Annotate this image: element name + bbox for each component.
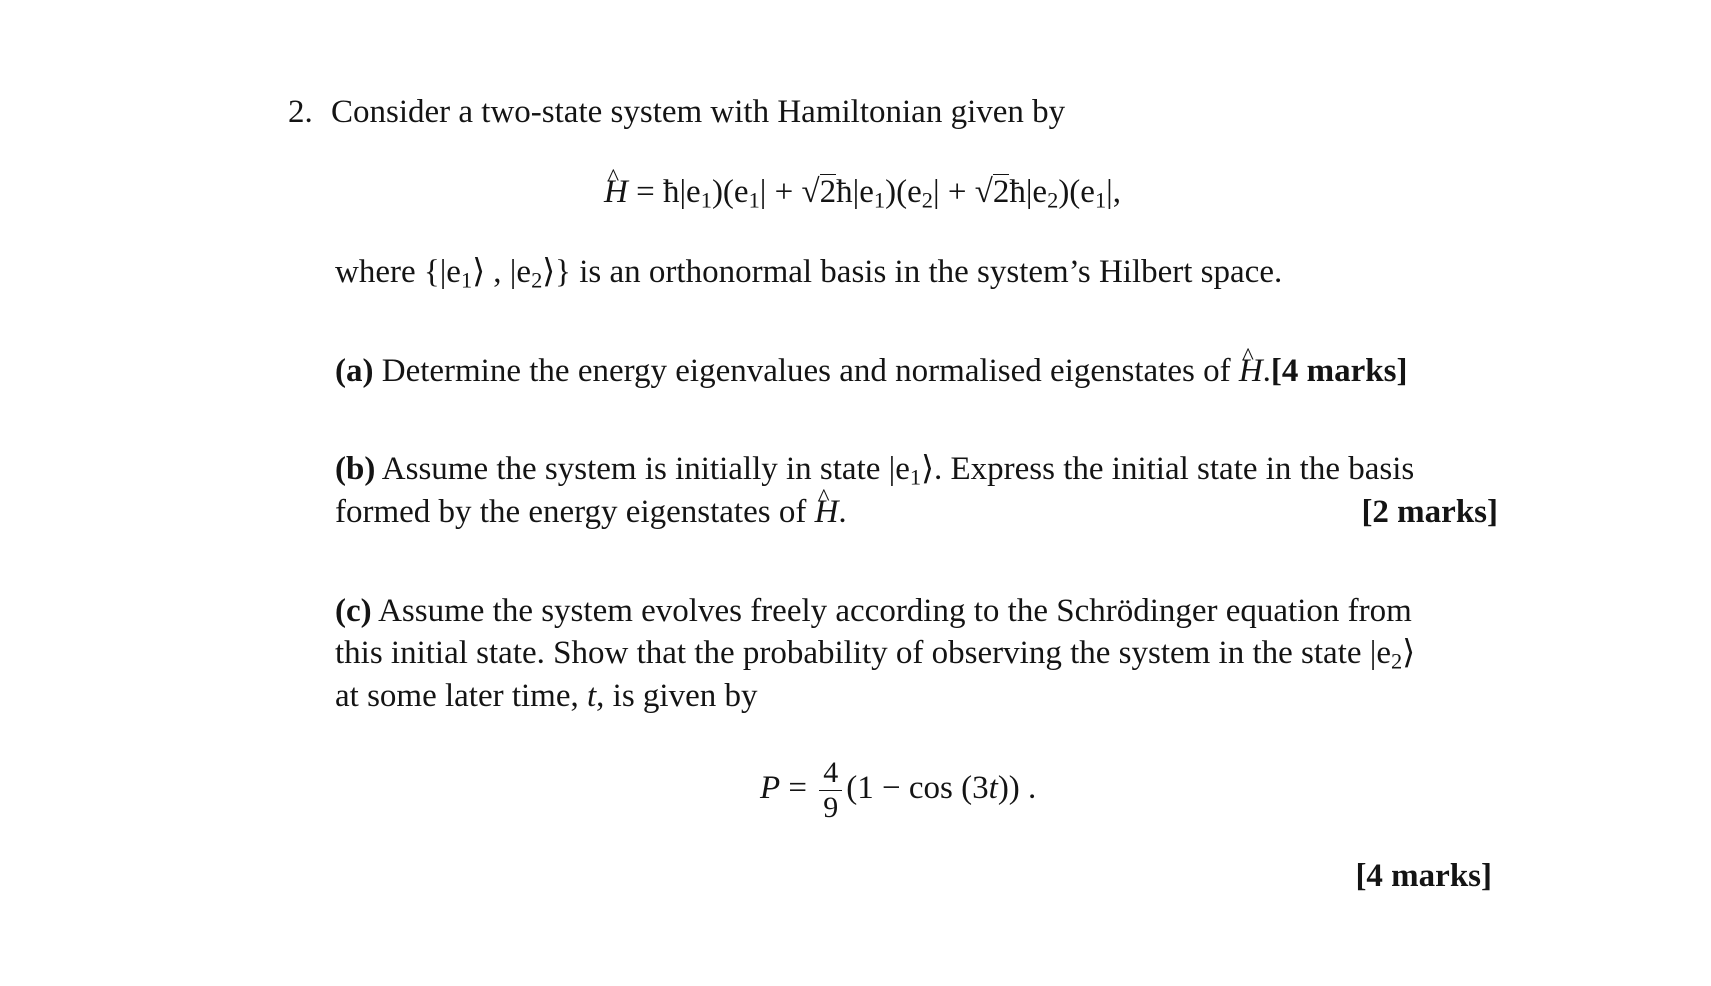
part-b-line-2: formed by the energy eigenstates of ^ H. xyxy=(335,492,847,532)
hamiltonian-symbol: ^ H xyxy=(815,492,839,532)
fraction: $\frac{4}{9}$ xyxy=(819,756,842,825)
part-a: (a) Determine the energy eigenvalues and normalised eigenstates of ^ H.[4 marks] xyxy=(335,351,1407,391)
part-c-label: (c) xyxy=(335,593,372,629)
basis-statement: where {$|e_1⟩$ , $|e_2⟩$} is an orthonormal basis in the system’s Hilbert space. xyxy=(335,254,1283,293)
part-c-marks: [4 marks] xyxy=(1355,858,1492,894)
part-a-marks: [4 marks] xyxy=(1270,353,1408,389)
part-a-text: Determine the energy eigenvalues and normalised eigenstates of xyxy=(373,353,1239,389)
part-b-label: (b) xyxy=(335,451,376,487)
question-intro: Consider a two-state system with Hamiltonian given by xyxy=(331,94,1066,130)
part-c-line-2: this initial state. Show that the probability of observing the system in the state $|e_2⟩$ xyxy=(335,635,1416,674)
part-a-label: (a) xyxy=(335,353,374,389)
part-c-line-1: (c) Assume the system evolves freely according to the Schrödinger equation from xyxy=(335,593,1412,629)
hamiltonian-symbol: ^ H xyxy=(1239,351,1263,391)
part-c-line-3: at some later time, t, is given by xyxy=(335,678,758,714)
part-b-line-1: (b) Assume the system is initially in state $|e_1⟩$. Express the initial state in the basis xyxy=(335,451,1415,490)
probability-equation: P = $\frac{4}{9}$ (1 − cos (3t)) . xyxy=(760,755,1037,824)
question-intro-line xyxy=(288,92,1065,132)
question-number: 2. xyxy=(288,94,313,130)
part-b-marks: [2 marks] xyxy=(1361,494,1498,530)
hamiltonian-equation: ^ $H = ħ|e_1)(e_1|$ + $√2ħ|e_1)(e_2|$ + $√2ħ|e_2)(e_1|$, xyxy=(604,172,1121,221)
hamiltonian-symbol: ^ H xyxy=(604,172,628,212)
